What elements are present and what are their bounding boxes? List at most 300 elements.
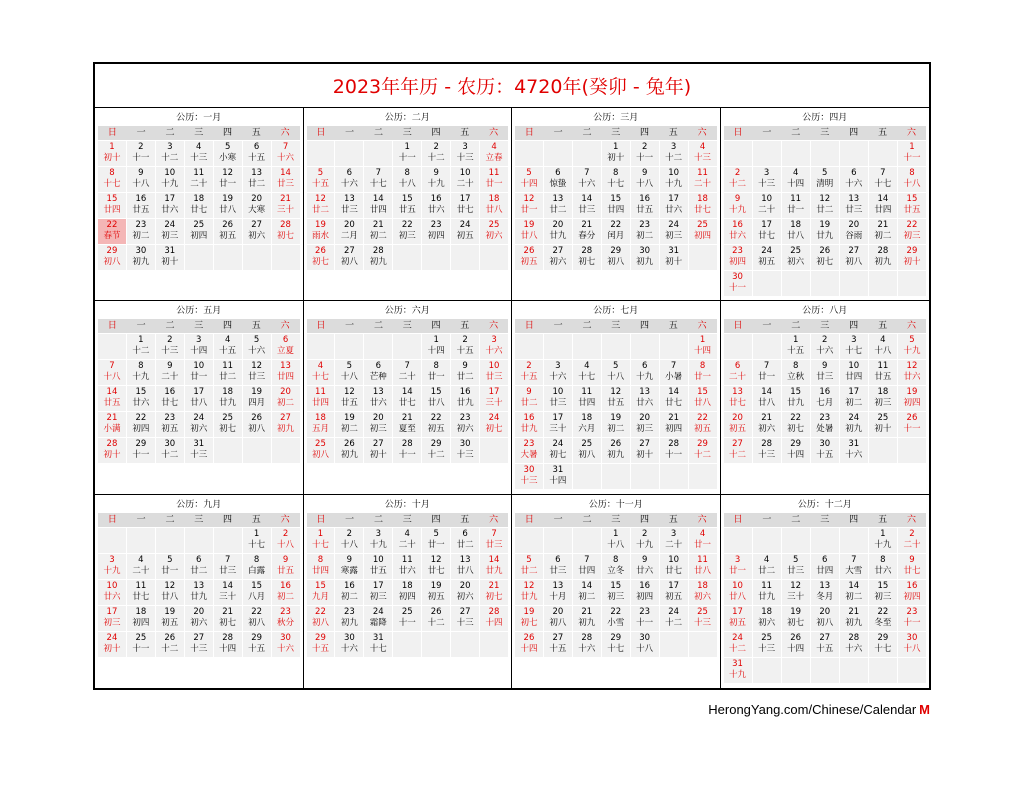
day-cell <box>515 580 543 605</box>
lunar-date: 廿七 <box>694 205 712 215</box>
day-cell <box>214 386 242 411</box>
day-number: 14 <box>280 168 291 178</box>
day-number: 6 <box>196 554 202 565</box>
lunar-date: 十六 <box>578 179 596 189</box>
day-number: 2 <box>641 528 648 539</box>
lunar-date: 初七 <box>485 424 503 435</box>
lunar-date: 初三 <box>903 231 921 241</box>
day-number: 26 <box>906 413 918 424</box>
weekday-label: 六 <box>280 514 290 525</box>
lunar-date: 十九 <box>427 179 445 189</box>
lunar-date: 八月 <box>248 591 266 602</box>
day-number: 12 <box>790 580 802 591</box>
day-number: 5 <box>526 168 532 178</box>
day-number: 24 <box>164 220 176 230</box>
day-number: 29 <box>106 246 118 256</box>
day-cell <box>631 528 659 553</box>
lunar-date: 十八 <box>903 643 921 654</box>
day-number: 17 <box>372 580 384 591</box>
day-number: 31 <box>848 439 860 450</box>
day-cell <box>869 334 897 359</box>
day-number: 21 <box>581 220 593 230</box>
empty-cell <box>544 528 572 553</box>
day-number: 28 <box>401 439 413 450</box>
day-cell <box>602 219 630 244</box>
lunar-date: 廿二 <box>816 205 834 215</box>
day-number: 8 <box>792 361 799 372</box>
lunar-date: 十五 <box>311 643 329 654</box>
lunar-date: 二十 <box>903 539 921 550</box>
day-number: 25 <box>581 439 593 450</box>
day-cell <box>602 606 630 631</box>
day-number: 1 <box>433 335 439 346</box>
empty-cell <box>811 271 839 296</box>
lunar-date: 初九 <box>340 450 358 461</box>
day-cell <box>573 580 601 605</box>
day-number: 19 <box>906 387 918 398</box>
day-cell <box>840 580 868 605</box>
lunar-date: 廿六 <box>369 398 387 409</box>
day-number: 5 <box>909 335 915 346</box>
weekday-label: 三 <box>194 128 204 138</box>
lunar-date: 十六 <box>845 450 863 461</box>
weekday-label: 六 <box>489 514 499 525</box>
day-number: 24 <box>372 606 384 617</box>
day-number: 17 <box>848 387 860 398</box>
day-cell <box>724 219 752 244</box>
day-cell <box>243 167 271 192</box>
weekday-label: 四 <box>431 128 441 138</box>
day-cell <box>724 412 752 437</box>
day-cell <box>480 554 508 579</box>
day-number: 13 <box>819 580 831 591</box>
day-number: 11 <box>193 168 205 178</box>
day-number: 11 <box>761 580 773 591</box>
lunar-date: 初二 <box>277 591 295 602</box>
day-cell <box>335 412 363 437</box>
day-number: 6 <box>462 528 468 539</box>
lunar-date: 廿六 <box>636 565 654 576</box>
day-number: 6 <box>282 335 289 346</box>
lunar-date: 廿三 <box>549 565 567 576</box>
day-number: 10 <box>106 580 118 591</box>
day-cell <box>185 334 213 359</box>
day-number: 11 <box>697 554 708 565</box>
day-cell <box>335 219 363 244</box>
day-cell <box>840 360 868 385</box>
lunar-date: 初五 <box>161 617 179 628</box>
day-number: 7 <box>880 168 886 178</box>
lunar-date: 三十 <box>549 424 567 435</box>
lunar-date: 初三 <box>369 591 387 602</box>
empty-cell <box>898 658 926 683</box>
day-number: 12 <box>610 387 622 398</box>
lunar-date: 初四 <box>665 424 683 435</box>
empty-cell <box>307 141 335 166</box>
lunar-date: 十二 <box>665 617 683 628</box>
lunar-date: 廿七 <box>903 565 921 576</box>
day-cell <box>689 580 717 605</box>
day-cell <box>98 554 126 579</box>
day-number: 1 <box>404 142 410 152</box>
day-number: 2 <box>282 528 289 539</box>
day-cell <box>451 386 479 411</box>
lunar-date: 十八 <box>398 179 416 189</box>
lunar-date: 初九 <box>636 257 654 267</box>
lunar-date: 廿八 <box>520 231 538 241</box>
lunar-date: 初四 <box>903 398 921 409</box>
day-cell <box>515 219 543 244</box>
day-number: 21 <box>761 413 773 424</box>
weekday-label: 五 <box>460 514 470 525</box>
lunar-date: 廿一 <box>787 205 805 215</box>
day-number: 11 <box>401 554 413 565</box>
day-number: 7 <box>584 554 590 565</box>
day-number: 24 <box>552 439 564 450</box>
day-number: 9 <box>641 554 648 565</box>
day-number: 23 <box>523 439 535 450</box>
day-number: 26 <box>343 439 355 450</box>
lunar-date: 廿七 <box>665 565 683 576</box>
day-number: 5 <box>613 361 619 372</box>
day-cell <box>782 386 810 411</box>
lunar-date: 初五 <box>694 424 712 435</box>
day-cell <box>840 219 868 244</box>
day-cell <box>185 141 213 166</box>
weekday-label: 四 <box>640 128 650 138</box>
empty-cell <box>782 141 810 166</box>
day-number: 23 <box>819 413 831 424</box>
weekday-label: 五 <box>251 514 261 525</box>
lunar-date: 廿七 <box>427 565 445 576</box>
lunar-date: 初八 <box>607 257 625 267</box>
lunar-date: 十二 <box>427 617 445 628</box>
day-cell <box>335 632 363 657</box>
day-cell <box>422 141 450 166</box>
lunar-date: 二十 <box>665 539 683 550</box>
lunar-date: 十四 <box>787 179 805 189</box>
empty-cell <box>515 334 543 359</box>
day-cell <box>515 193 543 218</box>
day-number: 30 <box>135 246 147 256</box>
weekday-label: 一 <box>136 514 146 525</box>
weekday-label: 五 <box>878 128 888 138</box>
lunar-date: 廿四 <box>311 565 329 576</box>
day-cell <box>753 360 781 385</box>
lunar-date: 初五 <box>758 257 776 267</box>
day-number: 19 <box>523 220 535 230</box>
lunar-date: 春分 <box>578 231 596 241</box>
weekday-label: 三 <box>820 514 830 525</box>
day-cell <box>214 412 242 437</box>
month-title: 公历：二月 <box>384 113 430 123</box>
day-number: 5 <box>346 361 353 372</box>
lunar-date: 廿八 <box>694 398 712 409</box>
lunar-date: 初四 <box>132 424 150 435</box>
lunar-date: 廿九 <box>190 591 208 602</box>
weekday-label: 一 <box>553 321 563 332</box>
day-cell <box>602 141 630 166</box>
lunar-date: 廿三 <box>219 565 237 576</box>
day-number: 21 <box>877 220 889 230</box>
day-number: 6 <box>253 142 260 152</box>
day-number: 7 <box>282 142 289 152</box>
day-cell <box>393 219 421 244</box>
month-title: 公历：八月 <box>802 306 848 317</box>
day-cell <box>393 167 421 192</box>
day-number: 8 <box>880 554 886 565</box>
day-number: 28 <box>222 632 234 643</box>
day-cell <box>811 245 839 270</box>
empty-cell <box>214 528 242 553</box>
day-cell <box>544 580 572 605</box>
lunar-date: 秋分 <box>277 617 295 628</box>
empty-cell <box>393 632 421 657</box>
lunar-date: 十四 <box>520 179 538 189</box>
day-cell <box>480 606 508 631</box>
day-number: 13 <box>251 168 263 178</box>
day-number: 13 <box>280 361 291 372</box>
day-number: 20 <box>732 413 743 424</box>
lunar-date: 小雪 <box>607 617 625 628</box>
lunar-date: 十一 <box>398 450 416 461</box>
lunar-date: 廿九 <box>520 424 538 435</box>
day-number: 25 <box>135 632 147 643</box>
day-cell <box>451 606 479 631</box>
day-cell <box>724 606 752 631</box>
day-cell <box>127 580 155 605</box>
empty-cell <box>127 528 155 553</box>
day-cell <box>753 386 781 411</box>
day-number: 9 <box>167 361 173 372</box>
empty-cell <box>480 245 508 270</box>
empty-cell <box>185 528 213 553</box>
day-cell <box>307 245 335 270</box>
day-number: 9 <box>346 554 353 565</box>
month-block <box>721 108 930 301</box>
weekday-label: 三 <box>194 514 204 525</box>
day-cell <box>335 193 363 218</box>
day-cell <box>156 193 184 218</box>
weekday-label: 五 <box>668 514 678 525</box>
day-grid <box>515 141 717 270</box>
day-number: 23 <box>164 413 176 424</box>
lunar-date: 初九 <box>845 617 863 628</box>
day-cell <box>515 386 543 411</box>
lunar-date: 初七 <box>549 450 567 461</box>
day-number: 7 <box>670 361 677 372</box>
day-cell <box>811 193 839 218</box>
day-number: 15 <box>906 194 918 204</box>
day-cell <box>782 632 810 657</box>
day-cell <box>214 141 242 166</box>
lunar-date: 廿九 <box>549 231 567 241</box>
lunar-date: 初四 <box>903 591 921 602</box>
weekday-label: 一 <box>345 321 355 332</box>
day-cell <box>156 632 184 657</box>
day-number: 30 <box>459 439 471 450</box>
day-cell <box>422 412 450 437</box>
lunar-date: 十六 <box>845 179 863 189</box>
lunar-date: 廿五 <box>369 565 387 576</box>
lunar-date: 廿一 <box>758 372 776 383</box>
empty-cell <box>393 334 421 359</box>
lunar-date: 廿四 <box>607 205 625 215</box>
day-cell <box>811 554 839 579</box>
footer-link[interactable]: HerongYang.com/Chinese/Calendar <box>708 702 917 717</box>
day-number: 29 <box>315 632 326 643</box>
empty-cell <box>811 528 839 553</box>
day-cell <box>185 606 213 631</box>
day-number: 18 <box>877 387 889 398</box>
day-number: 16 <box>523 413 535 424</box>
empty-cell <box>753 271 781 296</box>
day-number: 9 <box>282 554 289 565</box>
day-cell <box>393 438 421 463</box>
lunar-date: 初九 <box>340 617 358 628</box>
day-number: 26 <box>523 246 535 256</box>
lunar-date: 初六 <box>190 424 208 435</box>
day-number: 28 <box>848 632 860 643</box>
lunar-date: 廿六 <box>665 205 683 215</box>
lunar-date: 廿六 <box>874 565 892 576</box>
day-cell <box>335 580 363 605</box>
weekday-label: 五 <box>251 128 261 138</box>
day-cell <box>393 528 421 553</box>
weekday-label: 二 <box>582 321 592 332</box>
weekday-label: 一 <box>762 321 772 332</box>
lunar-date: 十九 <box>132 372 150 383</box>
day-cell <box>156 412 184 437</box>
day-cell <box>422 528 450 553</box>
day-number: 6 <box>851 168 857 178</box>
weekday-label: 六 <box>907 128 917 138</box>
weekday-label: 三 <box>402 321 412 332</box>
weekday-label: 五 <box>668 128 678 138</box>
day-cell <box>480 334 508 359</box>
day-cell <box>631 245 659 270</box>
weekday-label: 二 <box>373 321 383 332</box>
day-number: 4 <box>224 335 231 346</box>
lunar-date: 廿一 <box>161 565 179 576</box>
lunar-date: 二十 <box>398 539 416 550</box>
day-number: 29 <box>135 439 147 450</box>
lunar-date: 廿三 <box>485 539 503 550</box>
day-cell <box>127 193 155 218</box>
month-grid <box>95 108 929 688</box>
day-cell <box>185 412 213 437</box>
lunar-date: 廿七 <box>398 398 416 409</box>
day-cell <box>156 167 184 192</box>
day-cell <box>214 167 242 192</box>
lunar-date: 廿三 <box>816 372 834 383</box>
lunar-date: 十二 <box>427 450 445 461</box>
day-cell <box>782 245 810 270</box>
day-number: 17 <box>668 580 680 591</box>
day-cell <box>515 412 543 437</box>
lunar-date: 廿三 <box>485 372 503 383</box>
day-number: 1 <box>880 528 886 539</box>
day-number: 23 <box>459 413 471 424</box>
lunar-date: 十六 <box>248 346 266 357</box>
day-number: 23 <box>135 220 147 230</box>
day-cell <box>573 606 601 631</box>
day-number: 8 <box>909 168 915 178</box>
day-number: 25 <box>761 632 773 643</box>
day-cell <box>602 193 630 218</box>
day-cell <box>631 219 659 244</box>
day-number: 18 <box>135 606 147 617</box>
day-cell <box>451 528 479 553</box>
day-number: 29 <box>430 439 442 450</box>
month-block <box>721 495 930 688</box>
lunar-date: 十一 <box>903 617 921 628</box>
lunar-date: 初八 <box>248 617 266 628</box>
day-number: 28 <box>761 439 773 450</box>
day-number: 27 <box>280 413 291 424</box>
day-number: 15 <box>697 387 708 398</box>
empty-cell <box>515 528 543 553</box>
day-number: 25 <box>315 439 326 450</box>
lunar-date: 大暑 <box>520 450 538 461</box>
day-cell <box>869 167 897 192</box>
empty-cell <box>782 528 810 553</box>
lunar-date: 小暑 <box>665 372 683 383</box>
day-cell <box>243 386 271 411</box>
weekday-label: 三 <box>611 514 621 525</box>
month-block <box>95 108 304 301</box>
day-number: 15 <box>401 194 413 204</box>
lunar-date: 十三 <box>456 617 474 628</box>
day-number: 11 <box>488 168 500 178</box>
lunar-date: 十九 <box>636 372 654 383</box>
empty-cell <box>869 658 897 683</box>
day-number: 20 <box>552 606 564 617</box>
lunar-date: 廿六 <box>903 372 921 383</box>
day-cell <box>724 360 752 385</box>
lunar-date: 十九 <box>874 539 892 550</box>
day-number: 17 <box>732 606 743 617</box>
lunar-date: 初三 <box>103 617 121 628</box>
weekday-label: 日 <box>733 321 743 332</box>
lunar-date: 廿六 <box>729 231 747 241</box>
day-number: 8 <box>613 168 619 178</box>
lunar-date: 立夏 <box>277 346 295 357</box>
day-number: 4 <box>138 554 144 565</box>
day-cell <box>898 360 926 385</box>
footer[interactable] <box>708 702 930 717</box>
lunar-date: 廿九 <box>485 565 503 576</box>
weekday-label: 六 <box>489 321 499 332</box>
day-number: 19 <box>819 220 831 230</box>
day-cell <box>98 580 126 605</box>
lunar-date: 廿八 <box>758 398 776 409</box>
lunar-date: 廿七 <box>729 398 747 409</box>
lunar-date: 初五 <box>665 591 683 602</box>
day-cell <box>660 606 688 631</box>
lunar-date: 十七 <box>874 643 892 654</box>
lunar-date: 初八 <box>248 424 266 435</box>
day-cell <box>811 386 839 411</box>
day-cell <box>185 438 213 463</box>
month-title: 公历：一月 <box>176 113 222 123</box>
day-cell <box>869 606 897 631</box>
day-cell <box>127 606 155 631</box>
day-number: 29 <box>697 439 708 450</box>
day-number: 21 <box>668 413 680 424</box>
day-cell <box>335 606 363 631</box>
lunar-date: 廿九 <box>758 591 776 602</box>
